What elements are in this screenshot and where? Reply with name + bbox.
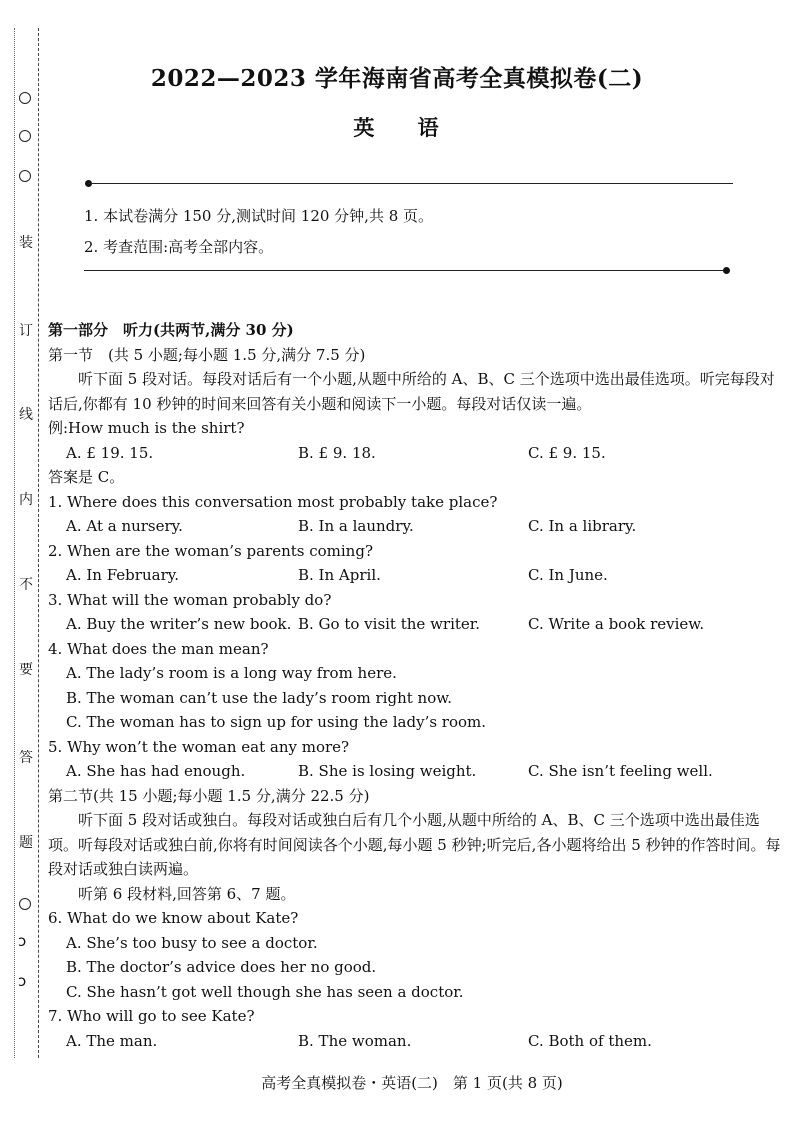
- binding-hole-mark: ↄ: [18, 972, 27, 990]
- option: C. In June.: [528, 566, 608, 584]
- option: B. The doctor’s advice does her no good.: [66, 958, 377, 976]
- exam-subject: 英 语: [353, 115, 457, 140]
- exam-title: 2022—2023 学年海南省高考全真模拟卷(二): [150, 65, 644, 92]
- example-question: 例:How much is the shirt?: [48, 419, 245, 437]
- margin-char: 要: [19, 662, 33, 678]
- option: A. The man.: [66, 1031, 158, 1050]
- option: B. The woman can’t use the lady’s room right now.: [66, 688, 453, 707]
- question: 5. Why won’t the woman eat any more?: [48, 737, 350, 756]
- option: A. She’s too busy to see a doctor.: [66, 933, 318, 952]
- binding-hole-circle: [19, 170, 31, 182]
- option: C. She isn’t feeling well.: [528, 762, 713, 780]
- option: B. In April.: [298, 566, 381, 584]
- option: A. At a nursery.: [66, 517, 183, 535]
- question: 3. What will the woman probably do?: [48, 590, 332, 609]
- binding-dotted-line: [14, 28, 15, 1058]
- margin-char: 不: [19, 577, 33, 593]
- option: B. £ 9. 18.: [298, 443, 376, 462]
- bottom-rule: [84, 270, 728, 271]
- margin-char: 线: [19, 407, 33, 423]
- section-heading: 第二节(共 15 小题;每小题 1.5 分,满分 22.5 分): [48, 786, 370, 805]
- option: B. Go to visit the writer.: [298, 615, 481, 633]
- option: B. In a laundry.: [298, 517, 414, 535]
- question: 1. Where does this conversation most probably take place?: [48, 492, 498, 511]
- option: A. In February.: [66, 566, 179, 584]
- question: 4. What does the man mean?: [48, 639, 269, 658]
- page-footer: 高考全真模拟卷・英语(二) 第 1 页(共 8 页): [261, 1074, 563, 1092]
- margin-char: 答: [19, 750, 33, 766]
- binding-hole-circle: [19, 92, 31, 104]
- question-options: [48, 612, 788, 637]
- option: A. Buy the writer’s new book.: [66, 615, 292, 633]
- question-options: [48, 759, 788, 784]
- option: B. She is losing weight.: [298, 762, 477, 780]
- option: C. She hasn’t got well though she has seen a doctor.: [66, 982, 464, 1001]
- margin-char: 订: [19, 323, 33, 339]
- question: 7. Who will go to see Kate?: [48, 1007, 255, 1025]
- option: C. In a library.: [528, 517, 637, 535]
- binding-hole-mark: ↄ: [18, 932, 27, 950]
- binding-dashed-line: [38, 28, 39, 1058]
- rule-dot: [723, 267, 730, 274]
- question: 2. When are the woman’s parents coming?: [48, 541, 373, 560]
- section-heading: 第一节 (共 5 小题;每小题 1.5 分,满分 7.5 分): [48, 345, 366, 364]
- note-line: 2. 考查范围:高考全部内容。: [84, 238, 274, 256]
- question-options: [48, 1029, 788, 1054]
- option: B. The woman.: [298, 1031, 412, 1050]
- material-note: 听第 6 段材料,回答第 6、7 题。: [78, 884, 296, 903]
- question: 6. What do we know about Kate?: [48, 909, 299, 927]
- option: C. Write a book review.: [528, 615, 705, 633]
- section-instructions: 听下面 5 段对话。每段对话后有一个小题,从题中所给的 A、B、C 三个选项中选出最佳选项。听完每段对话后,你都有 10 秒钟的时间来回答有关小题和阅读下一小题。每段对话仅读一遍。: [48, 370, 775, 413]
- top-rule: [88, 183, 733, 184]
- note-line: 1. 本试卷满分 150 分,测试时间 120 分钟,共 8 页。: [84, 207, 434, 225]
- margin-char: 题: [19, 835, 33, 851]
- binding-hole-circle: [19, 898, 31, 910]
- question-options: [48, 563, 788, 588]
- margin-char: 装: [19, 235, 33, 251]
- option: A. £ 19. 15.: [66, 443, 154, 462]
- question-options: [48, 514, 788, 539]
- option: C. Both of them.: [528, 1031, 652, 1050]
- example-options: [48, 441, 788, 466]
- option: C. £ 9. 15.: [528, 443, 606, 462]
- option: A. She has had enough.: [66, 762, 246, 780]
- binding-margin: [0, 0, 48, 1123]
- example-answer: 答案是 C。: [48, 468, 125, 486]
- exam-content: [48, 318, 788, 1053]
- margin-char: 内: [19, 492, 33, 508]
- option: A. The lady’s room is a long way from here.: [66, 664, 397, 682]
- section-instructions: 听下面 5 段对话或独白。每段对话或独白后有几个小题,从题中所给的 A、B、C 三个选项中选出最佳选项。听每段对话或独白前,你将有时间阅读各个小题,每小题 5 秒钟;听完后,各小题将给出 5 秒钟的作答时间。每段对话或独白读两遍。: [48, 811, 781, 878]
- part-heading: 第一部分 听力(共两节,满分 30 分): [48, 321, 294, 339]
- option: C. The woman has to sign up for using the lady’s room.: [66, 713, 487, 731]
